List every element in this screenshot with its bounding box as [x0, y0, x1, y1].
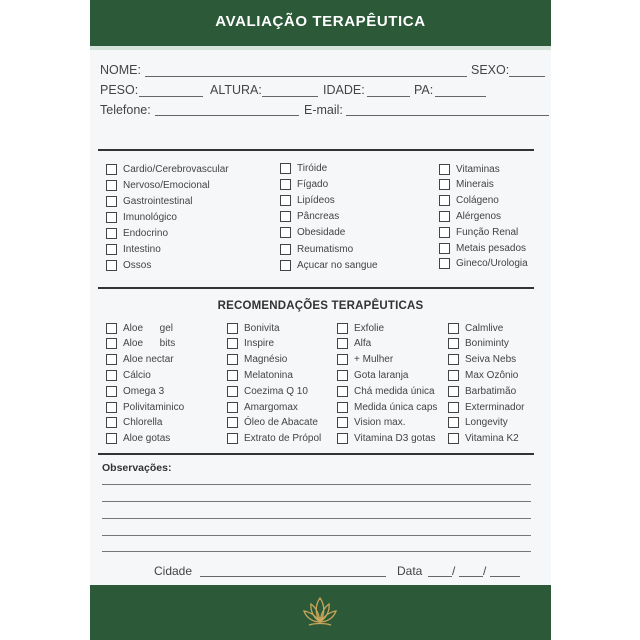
checkbox-item-aloe-nectar[interactable]	[106, 353, 174, 367]
checkbox-label: Vitaminas	[456, 163, 500, 175]
checkbox[interactable]	[448, 354, 459, 365]
checkbox-item-exfolie[interactable]	[337, 321, 384, 335]
checkbox-label: Imunológico	[123, 211, 177, 223]
checkbox-item-magnesio[interactable]	[227, 353, 287, 367]
lotus-icon	[300, 592, 340, 632]
checkbox-label: Colágeno	[456, 195, 499, 207]
checkbox[interactable]	[337, 354, 348, 365]
email-label: E-mail:	[304, 103, 343, 117]
checkbox-label: Calmlive	[465, 322, 504, 334]
checkbox[interactable]	[337, 402, 348, 413]
checkbox[interactable]	[106, 386, 117, 397]
observation-line[interactable]	[102, 518, 531, 519]
checkbox-label: Gota laranja	[354, 369, 409, 381]
checkbox-item-reumatismo[interactable]	[280, 242, 353, 256]
idade-label: IDADE:	[323, 83, 365, 97]
checkbox[interactable]	[448, 338, 459, 349]
checkbox[interactable]	[280, 260, 291, 271]
checkbox-label: Cálcio	[123, 369, 151, 381]
checkbox-label: Açucar no sangue	[297, 259, 378, 271]
section-divider	[98, 453, 534, 455]
checkbox-label: Exterminador	[465, 401, 525, 413]
checkbox-item-calmlive[interactable]	[448, 321, 503, 335]
observation-line[interactable]	[102, 551, 531, 552]
checkbox[interactable]	[280, 163, 291, 174]
checkbox-label: Ossos	[123, 259, 152, 271]
footer-bar	[90, 585, 551, 640]
checkbox-item-polivitaminico[interactable]	[106, 400, 184, 414]
altura-label: ALTURA:	[210, 83, 262, 97]
checkbox-label: Tiróide	[297, 162, 328, 174]
checkbox[interactable]	[227, 433, 238, 444]
checkbox[interactable]	[280, 227, 291, 238]
checkbox[interactable]	[280, 195, 291, 206]
checkbox-item-extrato-de-propol[interactable]	[227, 432, 321, 446]
checkbox-item-vitaminas[interactable]	[439, 162, 500, 176]
checkbox-label: Alérgenos	[456, 210, 502, 222]
checkbox[interactable]	[227, 386, 238, 397]
checkbox-item-seiva-nebs[interactable]	[448, 353, 516, 367]
peso-field[interactable]	[139, 96, 203, 97]
checkbox-label: Vitamina D3 gotas	[354, 433, 436, 445]
checkbox[interactable]	[227, 338, 238, 349]
checkbox-label: Gastrointestinal	[123, 195, 193, 207]
checkbox-label: Gineco/Urologia	[456, 258, 528, 270]
checkbox-label: Chlorella	[123, 417, 163, 429]
checkbox[interactable]	[106, 402, 117, 413]
checkbox-label: Aloe bits	[123, 338, 176, 350]
checkbox-label: Metais pesados	[456, 242, 527, 254]
checkbox-label: Amargomax	[244, 401, 298, 413]
checkbox-item-imunologico[interactable]	[106, 210, 177, 224]
section-divider	[98, 287, 534, 289]
checkbox-item-melatonina[interactable]	[227, 368, 293, 382]
checkbox-label: Aloe gotas	[123, 433, 171, 445]
checkbox-item-vitamina-k2[interactable]	[448, 432, 519, 446]
checkbox-label: + Mulher	[354, 354, 394, 366]
checkbox[interactable]	[106, 260, 117, 271]
checkbox-item-vitamina-d3-gotas[interactable]	[337, 432, 436, 446]
peso-label: PESO:	[100, 83, 139, 97]
checkbox-item-vision-max[interactable]	[337, 416, 406, 430]
checkbox[interactable]	[337, 338, 348, 349]
checkbox-label: Bonivita	[244, 322, 280, 334]
checkbox-label: Minerais	[456, 179, 494, 191]
checkbox-item-barbatimao[interactable]	[448, 384, 516, 398]
pa-field[interactable]	[435, 96, 486, 97]
email-field[interactable]	[346, 115, 549, 116]
checkbox[interactable]	[337, 370, 348, 381]
checkbox[interactable]	[439, 179, 450, 190]
data-day-field[interactable]	[428, 576, 452, 577]
checkbox[interactable]	[106, 354, 117, 365]
checkbox-item-cardio-cerebrovascular[interactable]	[106, 162, 229, 176]
checkbox-label: Alfa	[354, 338, 372, 350]
checkbox-item-tiroide[interactable]	[280, 161, 327, 175]
idade-field[interactable]	[367, 96, 410, 97]
checkbox-label: Melatonina	[244, 369, 293, 381]
nome-field[interactable]	[145, 76, 467, 77]
header-bar	[90, 0, 551, 46]
checkbox-item-alergenos[interactable]	[439, 209, 501, 223]
checkbox-item-omega-3[interactable]	[106, 384, 164, 398]
checkbox-item-chlorella[interactable]	[106, 416, 162, 430]
checkbox-label: Reumatismo	[297, 243, 354, 255]
form-title: AVALIAÇÃO TERAPÊUTICA	[215, 13, 426, 30]
checkbox-item-aloe-gotas[interactable]	[106, 432, 170, 446]
checkbox-label: Max Ozônio	[465, 369, 519, 381]
checkbox[interactable]	[106, 370, 117, 381]
checkbox[interactable]	[227, 323, 238, 334]
checkbox-item-figado[interactable]	[280, 177, 328, 191]
checkbox-item-endocrino[interactable]	[106, 226, 168, 240]
checkbox[interactable]	[448, 402, 459, 413]
nome-label: NOME:	[100, 63, 141, 77]
checkbox[interactable]	[227, 402, 238, 413]
checkbox[interactable]	[337, 386, 348, 397]
cidade-label: Cidade	[154, 564, 193, 578]
checkbox-item-aloe-gel[interactable]	[106, 321, 173, 335]
checkbox-item-alfa[interactable]	[337, 337, 371, 351]
evaluation-form	[90, 0, 551, 640]
checkbox[interactable]	[106, 244, 117, 255]
checkbox-item-max-ozonio[interactable]	[448, 368, 518, 382]
checkbox-item-funcao-renal[interactable]	[439, 225, 518, 239]
checkbox-label: Magnésio	[244, 354, 288, 366]
checkbox-item-acucar-no-sangue[interactable]	[280, 258, 378, 272]
checkbox-item-amargomax[interactable]	[227, 400, 298, 414]
checkbox-item-oleo-de-abacate[interactable]	[227, 416, 318, 430]
checkbox-label: Pâncreas	[297, 211, 340, 223]
cidade-field[interactable]	[200, 576, 386, 577]
checkbox[interactable]	[106, 164, 117, 175]
checkbox-label: Aloe nectar	[123, 354, 174, 366]
data-separator: /	[452, 564, 456, 578]
header-accent-strip	[90, 46, 551, 50]
checkbox-item-lipideos[interactable]	[280, 193, 335, 207]
observation-line[interactable]	[102, 501, 531, 502]
checkbox-label: Boniminty	[465, 338, 509, 350]
altura-field[interactable]	[262, 96, 318, 97]
telefone-field[interactable]	[155, 115, 299, 116]
checkbox[interactable]	[227, 370, 238, 381]
checkbox-item-ossos[interactable]	[106, 258, 151, 272]
checkbox-item-nervoso-emocional[interactable]	[106, 178, 210, 192]
checkbox[interactable]	[439, 164, 450, 175]
checkbox[interactable]	[337, 433, 348, 444]
checkbox-label: Cardio/Cerebrovascular	[123, 163, 229, 175]
checkbox-label: Obesidade	[297, 227, 346, 239]
checkbox[interactable]	[439, 211, 450, 222]
section-divider	[98, 149, 534, 151]
observation-line[interactable]	[102, 484, 531, 485]
observation-line[interactable]	[102, 535, 531, 536]
data-separator: /	[483, 564, 487, 578]
data-month-field[interactable]	[459, 576, 483, 577]
checkbox-item-coezima-q-10[interactable]	[227, 384, 308, 398]
checkbox[interactable]	[106, 228, 117, 239]
checkbox-label: Coezima Q 10	[244, 385, 308, 397]
checkbox-item-metais-pesados[interactable]	[439, 241, 526, 255]
checkbox[interactable]	[439, 227, 450, 238]
checkbox-label: Barbatimão	[465, 385, 517, 397]
checkbox-item-gastrointestinal[interactable]	[106, 194, 192, 208]
checkbox-label: Chá medida única	[354, 385, 435, 397]
checkbox-label: Omega 3	[123, 385, 165, 397]
checkbox-item-minerais[interactable]	[439, 178, 494, 192]
checkbox-label: Função Renal	[456, 226, 519, 238]
checkbox[interactable]	[337, 323, 348, 334]
checkbox[interactable]	[448, 323, 459, 334]
checkbox-item-gineco-urologia[interactable]	[439, 257, 528, 271]
checkbox-label: Medida única caps	[354, 401, 438, 413]
checkbox[interactable]	[106, 323, 117, 334]
checkbox-label: Aloe gel	[123, 322, 174, 334]
observations-label: Observações:	[102, 462, 172, 474]
checkbox-item-obesidade[interactable]	[280, 226, 345, 240]
checkbox-label: Exfolie	[354, 322, 385, 334]
checkbox-item-bonivita[interactable]	[227, 321, 280, 335]
checkbox-item-pancreas[interactable]	[280, 210, 339, 224]
checkbox-item-exterminador[interactable]	[448, 400, 524, 414]
checkbox[interactable]	[448, 433, 459, 444]
checkbox-item-inspire[interactable]	[227, 337, 274, 351]
checkbox-label: Extrato de Própol	[244, 433, 322, 445]
checkbox[interactable]	[439, 195, 450, 206]
checkbox-label: Seiva Nebs	[465, 354, 517, 366]
checkbox[interactable]	[227, 417, 238, 428]
pa-label: PA:	[414, 83, 434, 97]
checkbox-item-calcio[interactable]	[106, 368, 151, 382]
checkbox-item-mulher[interactable]	[337, 353, 393, 367]
checkbox-item-cha-medida-unica[interactable]	[337, 384, 435, 398]
checkbox-label: Endocrino	[123, 227, 169, 239]
checkbox-item-longevity[interactable]	[448, 416, 508, 430]
checkbox[interactable]	[106, 180, 117, 191]
checkbox[interactable]	[106, 196, 117, 207]
checkbox-item-intestino[interactable]	[106, 242, 161, 256]
checkbox-item-boniminty[interactable]	[448, 337, 509, 351]
checkbox[interactable]	[280, 211, 291, 222]
checkbox-label: Intestino	[123, 243, 161, 255]
checkbox-label: Fígado	[297, 178, 329, 190]
recommendations-title: RECOMENDAÇÕES TERAPÊUTICAS	[217, 300, 424, 312]
sexo-field[interactable]	[509, 76, 545, 77]
checkbox-item-medida-unica-caps[interactable]	[337, 400, 437, 414]
checkbox-label: Polivitaminico	[123, 401, 185, 413]
checkbox[interactable]	[106, 338, 117, 349]
checkbox-label: Vision max.	[354, 417, 406, 429]
checkbox[interactable]	[280, 179, 291, 190]
checkbox-label: Inspire	[244, 338, 275, 350]
telefone-label: Telefone:	[100, 103, 151, 117]
checkbox[interactable]	[439, 258, 450, 269]
sexo-label: SEXO:	[471, 63, 510, 77]
checkbox-label: Vitamina K2	[465, 433, 519, 445]
checkbox-item-aloe-bits[interactable]	[106, 337, 175, 351]
checkbox[interactable]	[439, 243, 450, 254]
checkbox[interactable]	[106, 212, 117, 223]
checkbox[interactable]	[106, 417, 117, 428]
checkbox[interactable]	[337, 417, 348, 428]
checkbox-item-colageno[interactable]	[439, 194, 499, 208]
checkbox-label: Nervoso/Emocional	[123, 179, 210, 191]
checkbox[interactable]	[280, 244, 291, 255]
data-label: Data	[397, 564, 423, 578]
checkbox-item-gota-laranja[interactable]	[337, 368, 408, 382]
checkbox[interactable]	[448, 417, 459, 428]
data-year-field[interactable]	[490, 576, 520, 577]
checkbox-label: Longevity	[465, 417, 508, 429]
checkbox[interactable]	[448, 386, 459, 397]
checkbox[interactable]	[227, 354, 238, 365]
checkbox[interactable]	[448, 370, 459, 381]
checkbox-label: Óleo de Abacate	[244, 417, 318, 429]
checkbox[interactable]	[106, 433, 117, 444]
checkbox-label: Lipídeos	[297, 194, 335, 206]
